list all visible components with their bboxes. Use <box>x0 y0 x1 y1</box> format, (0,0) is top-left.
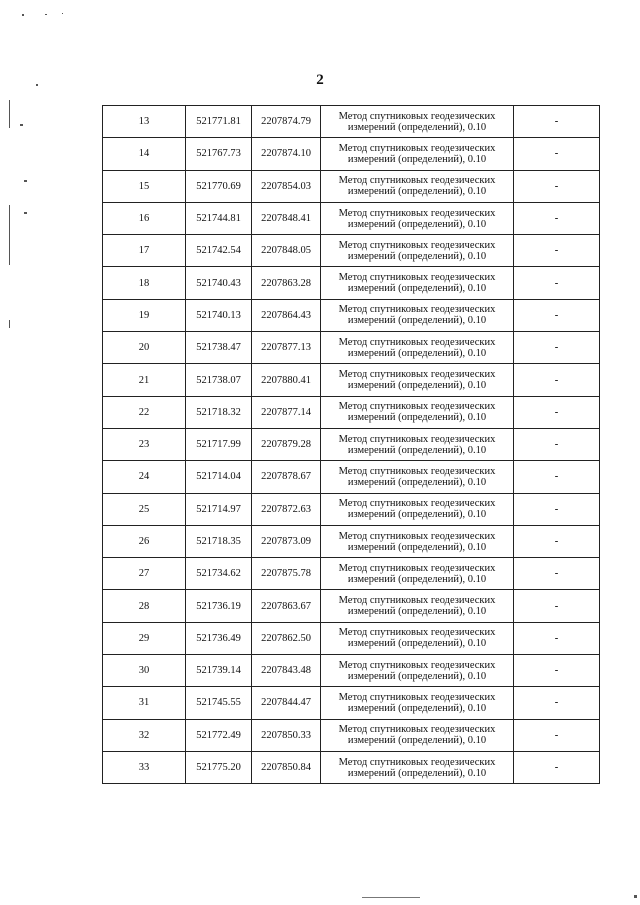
method-cell <box>321 235 514 267</box>
method-cell <box>321 332 514 364</box>
x-coordinate-cell: 521771.81 <box>186 106 252 138</box>
point-number-cell: 14 <box>103 138 186 170</box>
accuracy-cell: - <box>514 590 600 622</box>
accuracy-cell: - <box>514 655 600 687</box>
accuracy-cell: - <box>514 622 600 654</box>
y-coordinate-cell: 2207850.84 <box>252 751 321 783</box>
page-number: 2 <box>316 72 324 88</box>
accuracy-cell: - <box>514 558 600 590</box>
point-number-cell: 20 <box>103 332 186 364</box>
method-cell <box>321 267 514 299</box>
scan-speck <box>20 124 23 126</box>
point-number-cell: 13 <box>103 106 186 138</box>
method-cell <box>321 170 514 202</box>
y-coordinate-cell: 2207875.78 <box>252 558 321 590</box>
table-row <box>103 235 600 267</box>
y-coordinate-cell: 2207864.43 <box>252 299 321 331</box>
scan-speck <box>9 320 10 328</box>
method-text-line1: Метод спутниковых геодезических <box>338 562 496 574</box>
table-row <box>103 106 600 138</box>
y-coordinate-cell: 2207878.67 <box>252 461 321 493</box>
x-coordinate-cell: 521770.69 <box>186 170 252 202</box>
method-text-line1: Метод спутниковых геодезических <box>338 498 496 510</box>
accuracy-cell: - <box>514 202 600 234</box>
x-coordinate-cell: 521718.35 <box>186 525 252 557</box>
method-text-line1: Метод спутниковых геодезических <box>338 756 496 768</box>
accuracy-cell: - <box>514 525 600 557</box>
x-coordinate-cell: 521744.81 <box>186 202 252 234</box>
method-cell <box>321 687 514 719</box>
y-coordinate-cell: 2207848.05 <box>252 235 321 267</box>
y-coordinate-cell: 2207862.50 <box>252 622 321 654</box>
method-text-line1: Метод спутниковых геодезических <box>338 433 496 445</box>
accuracy-cell: - <box>514 138 600 170</box>
table-row <box>103 751 600 783</box>
y-coordinate-cell: 2207863.67 <box>252 590 321 622</box>
x-coordinate-cell: 521734.62 <box>186 558 252 590</box>
method-cell <box>321 751 514 783</box>
point-number-cell: 24 <box>103 461 186 493</box>
table-row <box>103 170 600 202</box>
y-coordinate-cell: 2207879.28 <box>252 428 321 460</box>
point-number-cell: 33 <box>103 751 186 783</box>
point-number-cell: 18 <box>103 267 186 299</box>
method-cell <box>321 299 514 331</box>
accuracy-cell: - <box>514 719 600 751</box>
table-row <box>103 299 600 331</box>
accuracy-cell: - <box>514 267 600 299</box>
x-coordinate-cell: 521738.07 <box>186 364 252 396</box>
point-number-cell: 30 <box>103 655 186 687</box>
method-cell <box>321 202 514 234</box>
method-text-line2: измерений (определений), 0.10 <box>347 541 487 553</box>
y-coordinate-cell: 2207877.13 <box>252 332 321 364</box>
method-text-line1: Метод спутниковых геодезических <box>338 691 496 703</box>
method-text-line2: измерений (определений), 0.10 <box>347 476 487 488</box>
point-number-cell: 27 <box>103 558 186 590</box>
y-coordinate-cell: 2207873.09 <box>252 525 321 557</box>
table-row <box>103 493 600 525</box>
method-text-line1: Метод спутниковых геодезических <box>338 336 496 348</box>
method-text-line2: измерений (определений), 0.10 <box>347 315 487 327</box>
method-text-line2: измерений (определений), 0.10 <box>347 735 487 747</box>
point-number-cell: 32 <box>103 719 186 751</box>
table-row <box>103 461 600 493</box>
method-cell <box>321 106 514 138</box>
method-text-line2: измерений (определений), 0.10 <box>347 444 487 456</box>
table-row <box>103 138 600 170</box>
y-coordinate-cell: 2207880.41 <box>252 364 321 396</box>
method-text-line2: измерений (определений), 0.10 <box>347 638 487 650</box>
x-coordinate-cell: 521717.99 <box>186 428 252 460</box>
scan-speck <box>24 212 27 214</box>
accuracy-cell: - <box>514 332 600 364</box>
point-number-cell: 16 <box>103 202 186 234</box>
method-text-line2: измерений (определений), 0.10 <box>347 670 487 682</box>
method-text-line1: Метод спутниковых геодезических <box>338 142 496 154</box>
accuracy-cell: - <box>514 299 600 331</box>
method-text-line2: измерений (определений), 0.10 <box>347 606 487 618</box>
method-text-line1: Метод спутниковых геодезических <box>338 369 496 381</box>
method-text-line2: измерений (определений), 0.10 <box>347 380 487 392</box>
point-number-cell: 28 <box>103 590 186 622</box>
method-text-line1: Метод спутниковых геодезических <box>338 272 496 284</box>
y-coordinate-cell: 2207843.48 <box>252 655 321 687</box>
accuracy-cell: - <box>514 428 600 460</box>
method-text-line1: Метод спутниковых геодезических <box>338 239 496 251</box>
point-number-cell: 21 <box>103 364 186 396</box>
method-text-line1: Метод спутниковых геодезических <box>338 530 496 542</box>
y-coordinate-cell: 2207850.33 <box>252 719 321 751</box>
accuracy-cell: - <box>514 235 600 267</box>
method-text-line2: измерений (определений), 0.10 <box>347 283 487 295</box>
accuracy-cell: - <box>514 751 600 783</box>
scan-speck <box>24 180 27 182</box>
method-text-line1: Метод спутниковых геодезических <box>338 627 496 639</box>
method-text-line1: Метод спутниковых геодезических <box>338 110 496 122</box>
method-text-line2: измерений (определений), 0.10 <box>347 412 487 424</box>
x-coordinate-cell: 521767.73 <box>186 138 252 170</box>
x-coordinate-cell: 521718.32 <box>186 396 252 428</box>
x-coordinate-cell: 521714.04 <box>186 461 252 493</box>
x-coordinate-cell: 521742.54 <box>186 235 252 267</box>
accuracy-cell: - <box>514 461 600 493</box>
method-cell <box>321 364 514 396</box>
table-row <box>103 558 600 590</box>
y-coordinate-cell: 2207874.10 <box>252 138 321 170</box>
method-text-line1: Метод спутниковых геодезических <box>338 659 496 671</box>
method-cell <box>321 590 514 622</box>
method-text-line2: измерений (определений), 0.10 <box>347 218 487 230</box>
method-text-line1: Метод спутниковых геодезических <box>338 401 496 413</box>
method-text-line2: измерений (определений), 0.10 <box>347 186 487 198</box>
point-number-cell: 29 <box>103 622 186 654</box>
point-number-cell: 15 <box>103 170 186 202</box>
method-text-line2: измерений (определений), 0.10 <box>347 573 487 585</box>
method-text-line1: Метод спутниковых геодезических <box>338 207 496 219</box>
accuracy-cell: - <box>514 170 600 202</box>
method-text-line1: Метод спутниковых геодезических <box>338 595 496 607</box>
table-row <box>103 622 600 654</box>
scan-speck <box>634 895 637 898</box>
table-row <box>103 364 600 396</box>
y-coordinate-cell: 2207844.47 <box>252 687 321 719</box>
method-text-line1: Метод спутниковых геодезических <box>338 304 496 316</box>
method-cell <box>321 655 514 687</box>
method-text-line2: измерений (определений), 0.10 <box>347 509 487 521</box>
scan-speck <box>9 205 10 265</box>
method-cell <box>321 461 514 493</box>
y-coordinate-cell: 2207872.63 <box>252 493 321 525</box>
x-coordinate-cell: 521740.13 <box>186 299 252 331</box>
x-coordinate-cell: 521775.20 <box>186 751 252 783</box>
method-cell <box>321 396 514 428</box>
table-row <box>103 332 600 364</box>
accuracy-cell: - <box>514 493 600 525</box>
y-coordinate-cell: 2207877.14 <box>252 396 321 428</box>
method-text-line2: измерений (определений), 0.10 <box>347 153 487 165</box>
x-coordinate-cell: 521736.49 <box>186 622 252 654</box>
y-coordinate-cell: 2207874.79 <box>252 106 321 138</box>
method-cell <box>321 622 514 654</box>
x-coordinate-cell: 521739.14 <box>186 655 252 687</box>
x-coordinate-cell: 521714.97 <box>186 493 252 525</box>
x-coordinate-cell: 521772.49 <box>186 719 252 751</box>
x-coordinate-cell: 521745.55 <box>186 687 252 719</box>
scan-speck <box>22 14 24 16</box>
table-row <box>103 719 600 751</box>
method-text-line2: измерений (определений), 0.10 <box>347 250 487 262</box>
scan-speck <box>9 100 10 128</box>
y-coordinate-cell: 2207848.41 <box>252 202 321 234</box>
method-cell <box>321 138 514 170</box>
method-text-line1: Метод спутниковых геодезических <box>338 465 496 477</box>
method-text-line2: измерений (определений), 0.10 <box>347 121 487 133</box>
coordinates-table-body <box>103 106 600 784</box>
y-coordinate-cell: 2207854.03 <box>252 170 321 202</box>
x-coordinate-cell: 521738.47 <box>186 332 252 364</box>
point-number-cell: 31 <box>103 687 186 719</box>
method-cell <box>321 525 514 557</box>
method-text-line1: Метод спутниковых геодезических <box>338 175 496 187</box>
point-number-cell: 17 <box>103 235 186 267</box>
table-row <box>103 655 600 687</box>
method-cell <box>321 719 514 751</box>
coordinates-table <box>102 105 600 784</box>
y-coordinate-cell: 2207863.28 <box>252 267 321 299</box>
table-row <box>103 267 600 299</box>
accuracy-cell: - <box>514 364 600 396</box>
method-cell <box>321 428 514 460</box>
table-row <box>103 687 600 719</box>
scan-speck <box>62 13 63 14</box>
accuracy-cell: - <box>514 106 600 138</box>
table-row <box>103 590 600 622</box>
accuracy-cell: - <box>514 687 600 719</box>
method-text-line2: измерений (определений), 0.10 <box>347 702 487 714</box>
scan-speck <box>45 14 47 15</box>
table-row <box>103 525 600 557</box>
method-text-line2: измерений (определений), 0.10 <box>347 347 487 359</box>
method-cell <box>321 493 514 525</box>
accuracy-cell: - <box>514 396 600 428</box>
footer-rule <box>362 897 420 898</box>
point-number-cell: 22 <box>103 396 186 428</box>
point-number-cell: 23 <box>103 428 186 460</box>
x-coordinate-cell: 521740.43 <box>186 267 252 299</box>
x-coordinate-cell: 521736.19 <box>186 590 252 622</box>
method-text-line2: измерений (определений), 0.10 <box>347 767 487 779</box>
point-number-cell: 19 <box>103 299 186 331</box>
method-text-line1: Метод спутниковых геодезических <box>338 724 496 736</box>
method-cell <box>321 558 514 590</box>
table-row <box>103 396 600 428</box>
point-number-cell: 26 <box>103 525 186 557</box>
table-row <box>103 428 600 460</box>
point-number-cell: 25 <box>103 493 186 525</box>
table-row <box>103 202 600 234</box>
